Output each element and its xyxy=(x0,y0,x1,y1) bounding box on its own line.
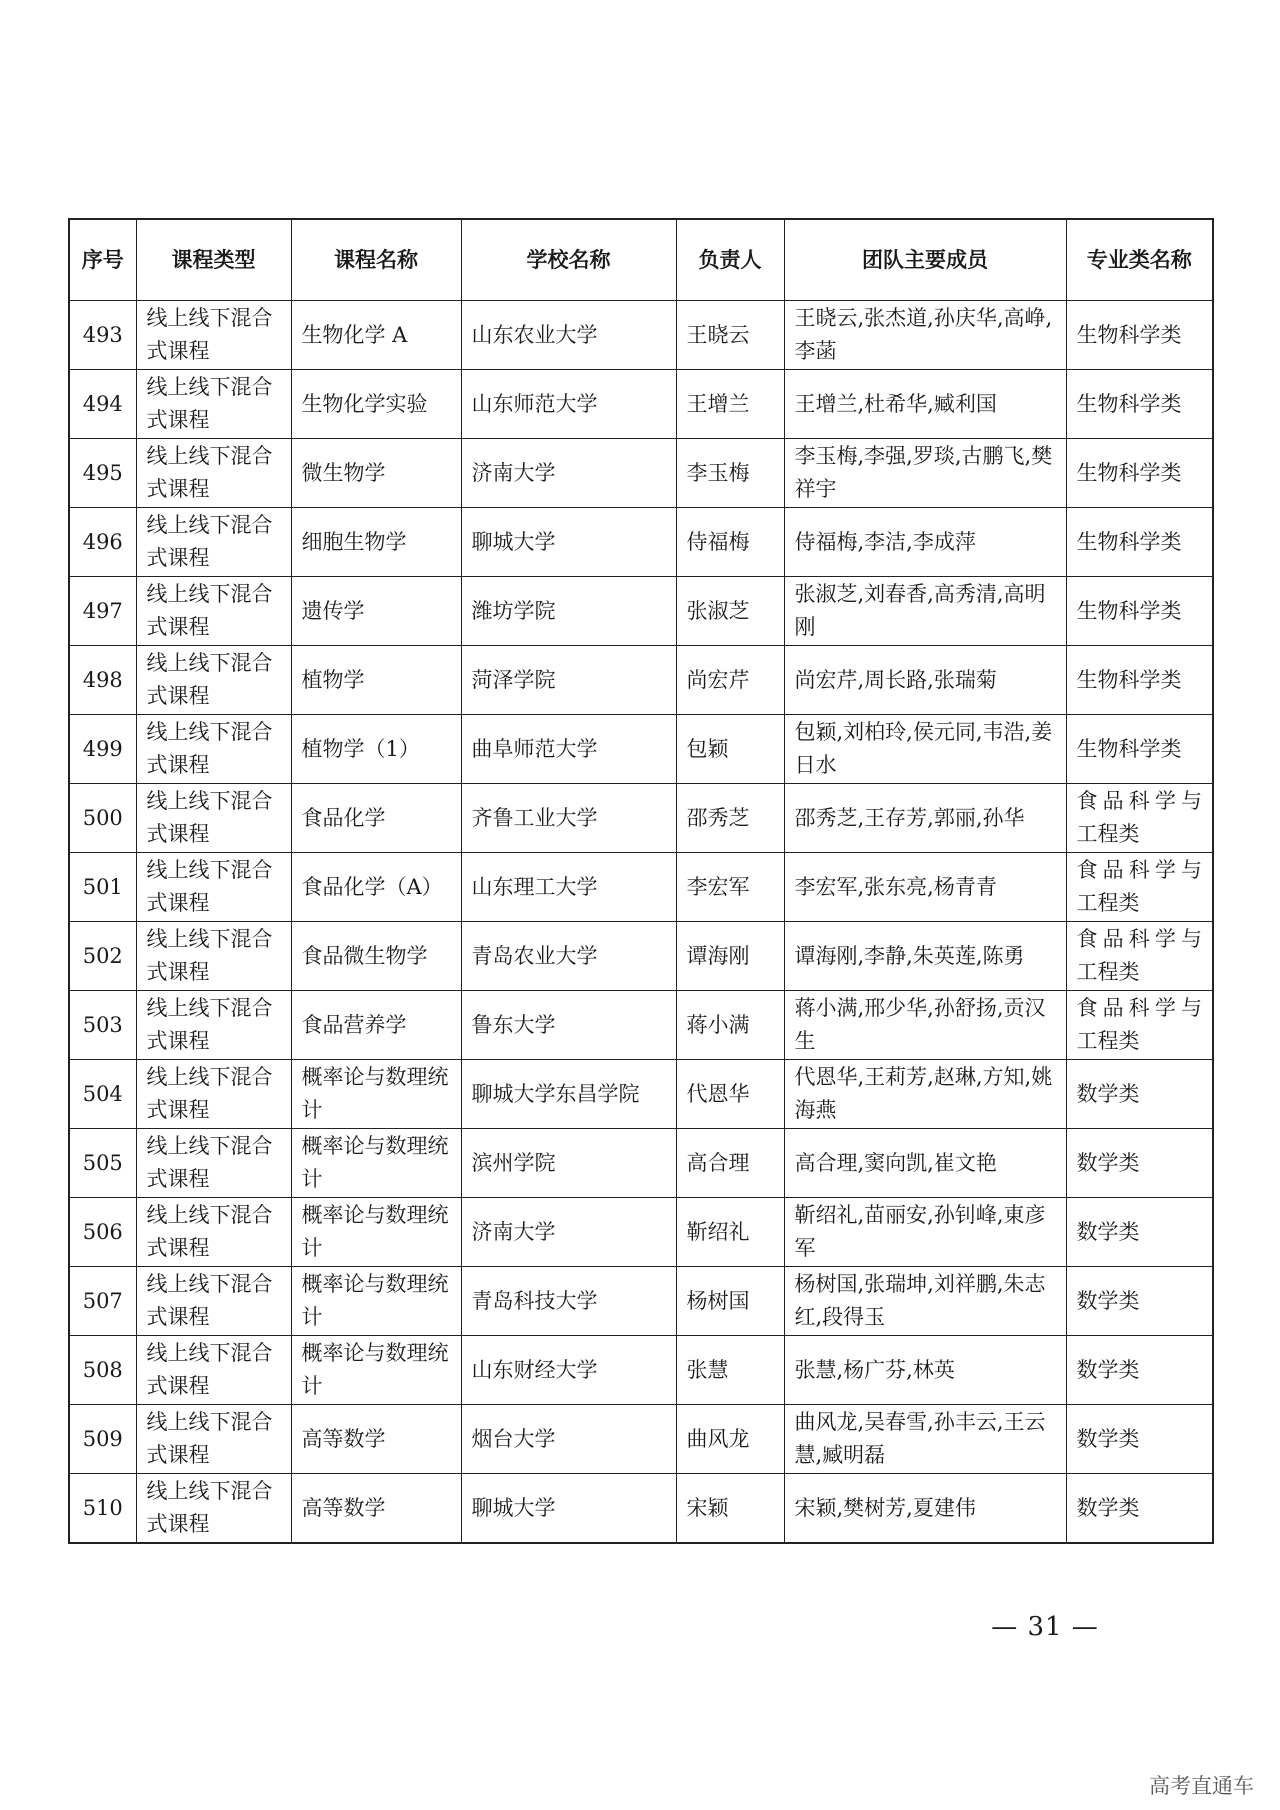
school-name-cell: 山东师范大学 xyxy=(461,370,676,439)
leader-cell: 蒋小满 xyxy=(676,991,784,1060)
course-name-cell: 概率论与数理统计 xyxy=(291,1060,461,1129)
major-category-cell: 数学类 xyxy=(1066,1267,1213,1336)
school-name-cell: 鲁东大学 xyxy=(461,991,676,1060)
leader-cell: 高合理 xyxy=(676,1129,784,1198)
row-number-cell: 507 xyxy=(69,1267,136,1336)
major-category-cell: 数学类 xyxy=(1066,1474,1213,1544)
leader-cell: 李宏军 xyxy=(676,853,784,922)
leader-cell: 尚宏芹 xyxy=(676,646,784,715)
major-category-cell: 食品科学与工程类 xyxy=(1066,784,1213,853)
table-row xyxy=(69,1405,1213,1474)
table-body xyxy=(69,301,1213,1544)
table-row xyxy=(69,715,1213,784)
course-name-cell: 概率论与数理统计 xyxy=(291,1336,461,1405)
course-type-cell: 线上线下混合式课程 xyxy=(136,1060,291,1129)
course-type-cell: 线上线下混合式课程 xyxy=(136,1129,291,1198)
row-number-cell: 493 xyxy=(69,301,136,370)
major-category-cell: 食品科学与工程类 xyxy=(1066,991,1213,1060)
school-name-cell: 聊城大学 xyxy=(461,508,676,577)
course-table xyxy=(68,218,1214,1544)
course-type-cell: 线上线下混合式课程 xyxy=(136,784,291,853)
row-number-cell: 506 xyxy=(69,1198,136,1267)
team-members-cell: 侍福梅,李洁,李成萍 xyxy=(784,508,1066,577)
course-name-cell: 食品化学 xyxy=(291,784,461,853)
course-type-cell: 线上线下混合式课程 xyxy=(136,715,291,784)
team-members-cell: 王晓云,张杰道,孙庆华,高峥,李菡 xyxy=(784,301,1066,370)
major-category-cell: 生物科学类 xyxy=(1066,646,1213,715)
major-category-cell: 生物科学类 xyxy=(1066,370,1213,439)
team-members-cell: 李玉梅,李强,罗琰,古鹏飞,樊祥宇 xyxy=(784,439,1066,508)
course-type-cell: 线上线下混合式课程 xyxy=(136,577,291,646)
course-name-cell: 遗传学 xyxy=(291,577,461,646)
header-cell: 课程类型 xyxy=(136,219,291,301)
school-name-cell: 山东财经大学 xyxy=(461,1336,676,1405)
leader-cell: 谭海刚 xyxy=(676,922,784,991)
header-cell: 团队主要成员 xyxy=(784,219,1066,301)
table-row xyxy=(69,991,1213,1060)
major-category-cell: 数学类 xyxy=(1066,1198,1213,1267)
team-members-cell: 尚宏芹,周长路,张瑞菊 xyxy=(784,646,1066,715)
leader-cell: 曲风龙 xyxy=(676,1405,784,1474)
major-category-cell: 生物科学类 xyxy=(1066,439,1213,508)
row-number-cell: 500 xyxy=(69,784,136,853)
row-number-cell: 499 xyxy=(69,715,136,784)
course-name-cell: 高等数学 xyxy=(291,1474,461,1544)
leader-cell: 李玉梅 xyxy=(676,439,784,508)
leader-cell: 杨树国 xyxy=(676,1267,784,1336)
school-name-cell: 山东农业大学 xyxy=(461,301,676,370)
table-row xyxy=(69,577,1213,646)
header-cell: 专业类名称 xyxy=(1066,219,1213,301)
team-members-cell: 蒋小满,邢少华,孙舒扬,贡汉生 xyxy=(784,991,1066,1060)
leader-cell: 张淑芝 xyxy=(676,577,784,646)
leader-cell: 王增兰 xyxy=(676,370,784,439)
team-members-cell: 张慧,杨广芬,林英 xyxy=(784,1336,1066,1405)
table-row xyxy=(69,784,1213,853)
header-cell: 课程名称 xyxy=(291,219,461,301)
table-row xyxy=(69,853,1213,922)
header-cell: 学校名称 xyxy=(461,219,676,301)
major-category-cell: 食品科学与工程类 xyxy=(1066,853,1213,922)
watermark: 高考直通车 xyxy=(1149,1774,1254,1798)
course-name-cell: 生物化学实验 xyxy=(291,370,461,439)
leader-cell: 宋颖 xyxy=(676,1474,784,1544)
leader-cell: 王晓云 xyxy=(676,301,784,370)
team-members-cell: 宋颖,樊树芳,夏建伟 xyxy=(784,1474,1066,1544)
team-members-cell: 王增兰,杜希华,臧利国 xyxy=(784,370,1066,439)
course-name-cell: 食品微生物学 xyxy=(291,922,461,991)
table-row xyxy=(69,1129,1213,1198)
course-name-cell: 植物学 xyxy=(291,646,461,715)
course-name-cell: 食品化学（A） xyxy=(291,853,461,922)
major-category-cell: 生物科学类 xyxy=(1066,301,1213,370)
table-row xyxy=(69,301,1213,370)
row-number-cell: 508 xyxy=(69,1336,136,1405)
course-type-cell: 线上线下混合式课程 xyxy=(136,922,291,991)
team-members-cell: 张淑芝,刘春香,高秀清,高明刚 xyxy=(784,577,1066,646)
school-name-cell: 烟台大学 xyxy=(461,1405,676,1474)
row-number-cell: 496 xyxy=(69,508,136,577)
major-category-cell: 数学类 xyxy=(1066,1405,1213,1474)
header-cell: 序号 xyxy=(69,219,136,301)
major-category-cell: 数学类 xyxy=(1066,1129,1213,1198)
course-type-cell: 线上线下混合式课程 xyxy=(136,1474,291,1544)
school-name-cell: 潍坊学院 xyxy=(461,577,676,646)
row-number-cell: 502 xyxy=(69,922,136,991)
course-type-cell: 线上线下混合式课程 xyxy=(136,1267,291,1336)
row-number-cell: 505 xyxy=(69,1129,136,1198)
team-members-cell: 邵秀芝,王存芳,郭丽,孙华 xyxy=(784,784,1066,853)
table-row xyxy=(69,1267,1213,1336)
team-members-cell: 李宏军,张东亮,杨青青 xyxy=(784,853,1066,922)
table-row xyxy=(69,439,1213,508)
course-type-cell: 线上线下混合式课程 xyxy=(136,370,291,439)
leader-cell: 靳绍礼 xyxy=(676,1198,784,1267)
table-row xyxy=(69,1198,1213,1267)
row-number-cell: 497 xyxy=(69,577,136,646)
row-number-cell: 503 xyxy=(69,991,136,1060)
row-number-cell: 501 xyxy=(69,853,136,922)
course-name-cell: 概率论与数理统计 xyxy=(291,1198,461,1267)
school-name-cell: 菏泽学院 xyxy=(461,646,676,715)
course-type-cell: 线上线下混合式课程 xyxy=(136,853,291,922)
leader-cell: 包颖 xyxy=(676,715,784,784)
team-members-cell: 高合理,窦向凯,崔文艳 xyxy=(784,1129,1066,1198)
leader-cell: 张慧 xyxy=(676,1336,784,1405)
row-number-cell: 504 xyxy=(69,1060,136,1129)
school-name-cell: 聊城大学 xyxy=(461,1474,676,1544)
course-name-cell: 植物学（1） xyxy=(291,715,461,784)
course-name-cell: 微生物学 xyxy=(291,439,461,508)
row-number-cell: 498 xyxy=(69,646,136,715)
school-name-cell: 聊城大学东昌学院 xyxy=(461,1060,676,1129)
course-type-cell: 线上线下混合式课程 xyxy=(136,1405,291,1474)
team-members-cell: 包颖,刘柏玲,侯元同,韦浩,姜日水 xyxy=(784,715,1066,784)
school-name-cell: 曲阜师范大学 xyxy=(461,715,676,784)
header-cell: 负责人 xyxy=(676,219,784,301)
school-name-cell: 滨州学院 xyxy=(461,1129,676,1198)
major-category-cell: 数学类 xyxy=(1066,1336,1213,1405)
team-members-cell: 杨树国,张瑞坤,刘祥鹏,朱志红,段得玉 xyxy=(784,1267,1066,1336)
row-number-cell: 509 xyxy=(69,1405,136,1474)
table-row xyxy=(69,1474,1213,1544)
course-name-cell: 高等数学 xyxy=(291,1405,461,1474)
page-number: — 31 — xyxy=(991,1612,1099,1642)
major-category-cell: 数学类 xyxy=(1066,1060,1213,1129)
course-name-cell: 概率论与数理统计 xyxy=(291,1129,461,1198)
team-members-cell: 谭海刚,李静,朱英莲,陈勇 xyxy=(784,922,1066,991)
major-category-cell: 食品科学与工程类 xyxy=(1066,922,1213,991)
table-row xyxy=(69,1336,1213,1405)
school-name-cell: 山东理工大学 xyxy=(461,853,676,922)
school-name-cell: 济南大学 xyxy=(461,1198,676,1267)
course-type-cell: 线上线下混合式课程 xyxy=(136,1198,291,1267)
row-number-cell: 495 xyxy=(69,439,136,508)
course-type-cell: 线上线下混合式课程 xyxy=(136,991,291,1060)
school-name-cell: 青岛农业大学 xyxy=(461,922,676,991)
table-header-row xyxy=(69,219,1213,301)
major-category-cell: 生物科学类 xyxy=(1066,715,1213,784)
team-members-cell: 代恩华,王莉芳,赵琳,方知,姚海燕 xyxy=(784,1060,1066,1129)
course-name-cell: 概率论与数理统计 xyxy=(291,1267,461,1336)
school-name-cell: 济南大学 xyxy=(461,439,676,508)
major-category-cell: 生物科学类 xyxy=(1066,577,1213,646)
team-members-cell: 靳绍礼,苗丽安,孙钊峰,東彦军 xyxy=(784,1198,1066,1267)
table-row xyxy=(69,922,1213,991)
row-number-cell: 510 xyxy=(69,1474,136,1544)
course-name-cell: 食品营养学 xyxy=(291,991,461,1060)
course-type-cell: 线上线下混合式课程 xyxy=(136,301,291,370)
course-type-cell: 线上线下混合式课程 xyxy=(136,439,291,508)
course-type-cell: 线上线下混合式课程 xyxy=(136,1336,291,1405)
team-members-cell: 曲风龙,吴春雪,孙丰云,王云慧,臧明磊 xyxy=(784,1405,1066,1474)
course-name-cell: 细胞生物学 xyxy=(291,508,461,577)
leader-cell: 侍福梅 xyxy=(676,508,784,577)
school-name-cell: 青岛科技大学 xyxy=(461,1267,676,1336)
course-type-cell: 线上线下混合式课程 xyxy=(136,508,291,577)
course-type-cell: 线上线下混合式课程 xyxy=(136,646,291,715)
course-name-cell: 生物化学 A xyxy=(291,301,461,370)
row-number-cell: 494 xyxy=(69,370,136,439)
table-row xyxy=(69,1060,1213,1129)
table-row xyxy=(69,370,1213,439)
table-row xyxy=(69,646,1213,715)
leader-cell: 代恩华 xyxy=(676,1060,784,1129)
leader-cell: 邵秀芝 xyxy=(676,784,784,853)
major-category-cell: 生物科学类 xyxy=(1066,508,1213,577)
school-name-cell: 齐鲁工业大学 xyxy=(461,784,676,853)
table-row xyxy=(69,508,1213,577)
